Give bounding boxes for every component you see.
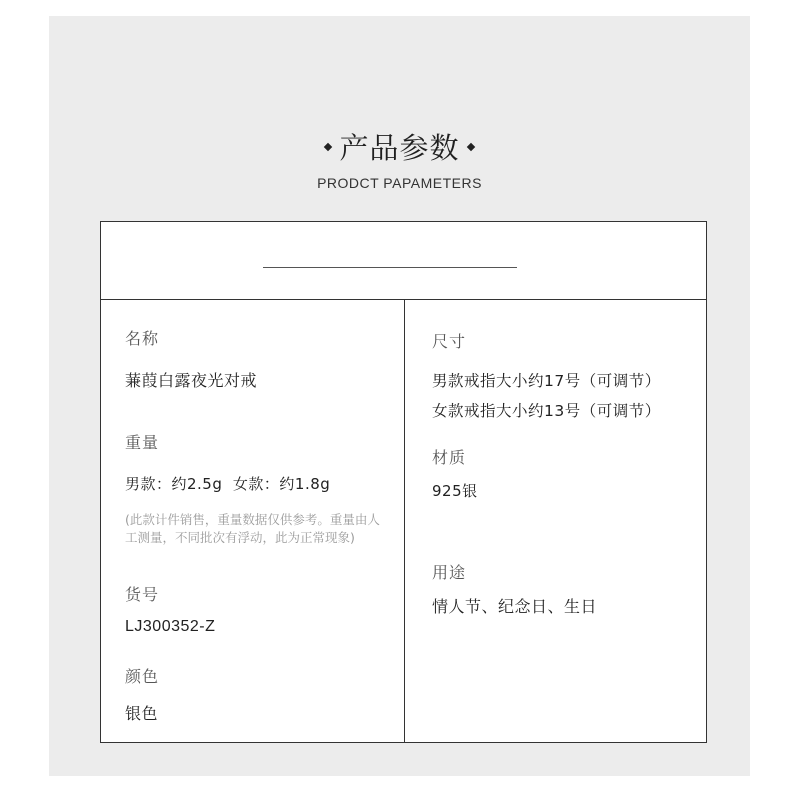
material-value: 925银 <box>432 482 478 500</box>
diamond-right-icon <box>466 142 474 150</box>
diamond-left-icon <box>324 142 332 150</box>
heading <box>49 126 750 191</box>
material-label: 材质 <box>432 448 467 467</box>
size-female-value: 女款戒指大小约13号（可调节） <box>432 402 661 420</box>
header-divider-line <box>263 267 517 268</box>
page-subtitle: PRODCT PAPAMETERS <box>317 175 482 191</box>
usage-label: 用途 <box>432 563 467 582</box>
table-header-row <box>101 222 706 300</box>
color-value: 银色 <box>125 704 159 723</box>
weight-note: (此款计件销售，重量数据仅供参考。重量由人工测量，不同批次有浮动，此为正常现象) <box>125 512 380 545</box>
weight-label: 重量 <box>125 433 160 452</box>
column-divider <box>404 299 405 742</box>
page-title: 产品参数 <box>339 131 460 165</box>
name-value: 蒹葭白露夜光对戒 <box>125 371 258 390</box>
sku-value: LJ300352-Z <box>125 618 216 635</box>
params-table <box>100 221 707 743</box>
usage-value: 情人节、纪念日、生日 <box>432 597 598 616</box>
size-label: 尺寸 <box>432 332 467 351</box>
product-params-card <box>49 16 750 776</box>
size-male-value: 男款戒指大小约17号（可调节） <box>432 372 661 390</box>
name-label: 名称 <box>125 329 160 348</box>
color-label: 颜色 <box>125 667 160 686</box>
title-row <box>325 126 473 167</box>
weight-value: 男款：约2.5g 女款：约1.8g <box>125 475 331 493</box>
sku-label: 货号 <box>125 585 160 604</box>
